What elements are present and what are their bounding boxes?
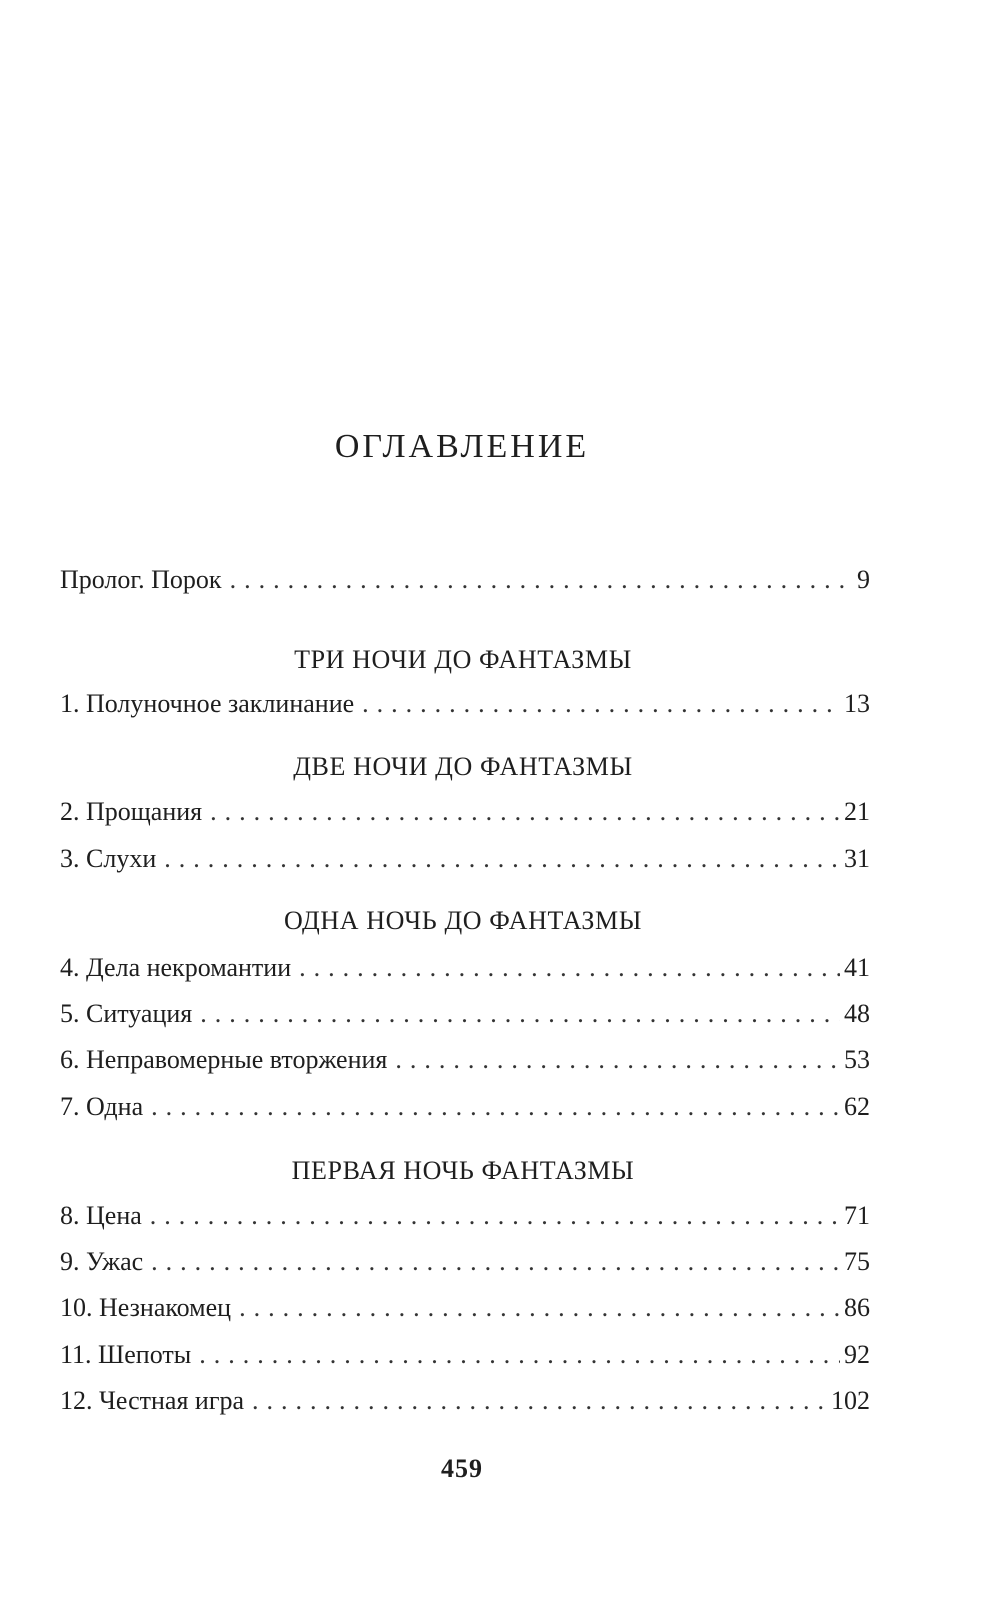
- section-heading: ПЕРВАЯ НОЧЬ ФАНТАЗМЫ: [291, 1156, 635, 1185]
- toc-entry-page: 75: [844, 1247, 870, 1276]
- toc-entry-title: 6. Неправомерные вторжения: [60, 1045, 388, 1074]
- section-heading: ТРИ НОЧИ ДО ФАНТАЗМЫ: [294, 645, 632, 674]
- toc-entry: [60, 1092, 870, 1122]
- toc-entry-page: 92: [844, 1340, 870, 1369]
- toc-entry-page: 86: [844, 1293, 870, 1322]
- toc-entry: [60, 953, 870, 983]
- dot-leader: [151, 1092, 840, 1122]
- dot-leader: [299, 953, 840, 983]
- dot-leader: [239, 1293, 840, 1323]
- toc-entry-title: 12. Честная игра: [60, 1386, 245, 1415]
- toc-entry: [60, 797, 870, 827]
- toc-entry-title: 4. Дела некромантии: [60, 953, 292, 982]
- toc-entry-title: 1. Полуночное заклинание: [60, 689, 355, 718]
- dot-leader: [151, 1247, 840, 1277]
- toc-entry: [60, 1340, 870, 1370]
- toc-entry-title: 2. Прощания: [60, 797, 203, 826]
- toc-entry: [60, 1201, 870, 1231]
- toc-entry-title: 9. Ужас: [60, 1247, 144, 1276]
- page-number: 459: [441, 1454, 483, 1483]
- toc-entry-title: 8. Цена: [60, 1201, 142, 1230]
- toc-entry-page: 62: [844, 1092, 870, 1121]
- toc-entry-title: 11. Шепоты: [60, 1340, 192, 1369]
- toc-entry-page: 21: [844, 797, 870, 826]
- toc-entry-page: 53: [844, 1045, 870, 1074]
- toc-entry: [60, 1386, 870, 1416]
- dot-leader: [230, 565, 853, 595]
- toc-entry: [60, 689, 870, 719]
- toc-entry: [60, 999, 870, 1029]
- toc-entry-page: 102: [831, 1386, 870, 1415]
- toc-entry-page: 48: [844, 999, 870, 1028]
- toc-entry: [60, 844, 870, 874]
- dot-leader: [362, 689, 840, 719]
- toc-entry-title: 5. Ситуация: [60, 999, 193, 1028]
- section-heading: ОДНА НОЧЬ ДО ФАНТАЗМЫ: [283, 906, 643, 935]
- dot-leader: [395, 1045, 840, 1075]
- toc-entry-title: Пролог. Порок: [60, 565, 222, 594]
- toc-entry-page: 71: [844, 1201, 870, 1230]
- toc-entry-title: 10. Незнакомец: [60, 1293, 232, 1322]
- dot-leader: [199, 1340, 840, 1370]
- toc-entry-page: 13: [844, 689, 870, 718]
- page-title: ОГЛАВЛЕНИЕ: [334, 428, 590, 465]
- dot-leader: [200, 999, 840, 1029]
- dot-leader: [150, 1201, 840, 1231]
- section-heading: ДВЕ НОЧИ ДО ФАНТАЗМЫ: [293, 752, 633, 781]
- dot-leader: [210, 797, 840, 827]
- dot-leader: [252, 1386, 827, 1416]
- toc-entry-prologue: [60, 565, 870, 595]
- toc-entry-title: 7. Одна: [60, 1092, 144, 1121]
- toc-entry: [60, 1247, 870, 1277]
- dot-leader: [164, 844, 840, 874]
- toc-entry-page: 41: [844, 953, 870, 982]
- toc-entry-page: 31: [844, 844, 870, 873]
- toc-entry: [60, 1293, 870, 1323]
- toc-entry-page: 9: [857, 565, 870, 594]
- toc-entry: [60, 1045, 870, 1075]
- toc-entry-title: 3. Слухи: [60, 844, 157, 873]
